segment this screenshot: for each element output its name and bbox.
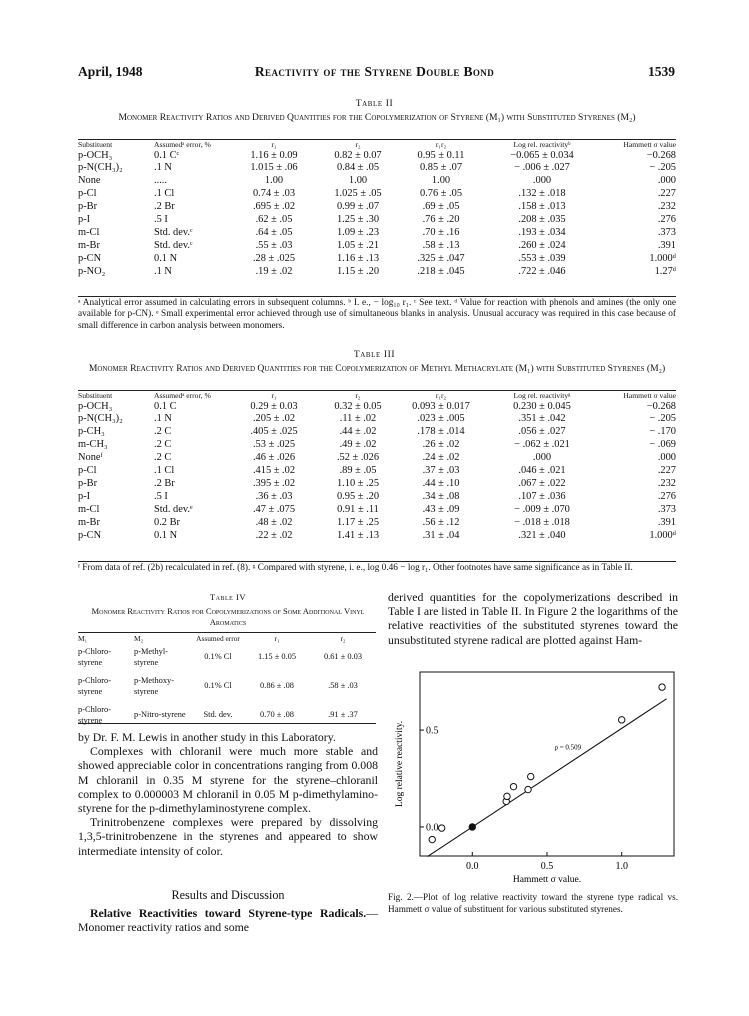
- table3-cell: .43 ± .09: [422, 503, 460, 515]
- table3-cell: .24 ± .02: [422, 452, 460, 464]
- table2-cell: 0.99 ± .07: [336, 201, 380, 213]
- table3-cell: p-CH₃: [78, 426, 105, 438]
- table2-cell: .000: [532, 175, 552, 187]
- table3-row: [78, 452, 676, 465]
- table2-header-cell: Substituent: [78, 140, 113, 149]
- section-heading: Results and Discussion: [171, 888, 285, 902]
- table2-row: [78, 201, 676, 214]
- table4-cell: 0.70 ± .08: [260, 710, 294, 720]
- table4-label: Table IV: [209, 592, 247, 602]
- table4-top-rule: [78, 632, 376, 633]
- table4-cell: p-Methoxy-styrene: [134, 676, 175, 696]
- table2-cell: 1.16 ± .13: [336, 252, 380, 264]
- table2-cell: .1 Cl: [154, 188, 175, 200]
- table3-cell: p-Cl: [78, 465, 97, 477]
- table2-cell: 0.1 Cᶜ: [154, 149, 180, 161]
- table2-cell: −0.268: [646, 149, 676, 161]
- table3-row: [78, 401, 676, 414]
- x-tick-label: 1.0: [615, 861, 628, 872]
- table3-bottom-rule: [78, 561, 676, 562]
- table3-cell: .000: [657, 452, 676, 464]
- table3-cell: .227: [657, 465, 676, 477]
- table2-header-cell: r₁: [271, 140, 277, 149]
- table2-cell: 1.15 ± .20: [336, 265, 380, 277]
- paragraph-results: [78, 906, 378, 934]
- table4-row: [78, 643, 376, 672]
- table3-cell: .31 ± .04: [422, 529, 460, 541]
- table2-cell: .19 ± .02: [255, 265, 293, 277]
- table3-cell: .36 ± .03: [255, 490, 293, 502]
- table2-cell: .58 ± .13: [422, 239, 460, 251]
- table3-cell: .46 ± .026: [252, 452, 296, 464]
- table3-cell: − .062 ± .021: [514, 439, 570, 451]
- table3-cell: 1.17 ± .25: [336, 516, 380, 528]
- table2-cell: .158 ± .013: [518, 201, 566, 213]
- table2-cell: .1 N: [154, 265, 172, 277]
- table3-cell: .276: [657, 490, 676, 502]
- data-point: [510, 783, 516, 789]
- table3-cell: m-Br: [78, 516, 100, 528]
- data-point: [525, 786, 531, 792]
- subsection-heading: Relative Reactivities toward Styrene-type Radicals.: [90, 906, 367, 920]
- running-header-date: April, 1948: [78, 64, 143, 79]
- table3-cell: .2 C: [154, 452, 172, 464]
- table2-cell: 1.09 ± .23: [336, 226, 380, 238]
- table2-cell: m-Cl: [78, 226, 100, 238]
- table2-cell: 1.00: [431, 175, 451, 187]
- table3-cell: .34 ± .08: [422, 490, 460, 502]
- table2-cell: 1.00: [348, 175, 368, 187]
- table4-cell: .58 ± .03: [328, 681, 358, 691]
- table2-cell: .193 ± .034: [518, 226, 566, 238]
- table2-label: Table II: [355, 99, 394, 109]
- left-column-body: [78, 730, 378, 858]
- table3-cell: .11 ± .02: [339, 413, 377, 425]
- table2-row: [78, 162, 676, 175]
- table2-cell: .227: [657, 188, 676, 200]
- table3-cell: 0.2 Br: [154, 516, 180, 528]
- table2-cell: .391: [657, 239, 676, 251]
- table3-cell: − .069: [649, 439, 676, 451]
- table2-row: [78, 227, 676, 240]
- table3-cell: .44 ± .02: [339, 426, 377, 438]
- table3-cell: 1.41 ± .13: [336, 529, 380, 541]
- table4-cell: 0.1% Cl: [204, 681, 232, 691]
- table2-cell: 1.000ᵈ: [649, 252, 676, 264]
- table3-cell: .2 Br: [154, 477, 175, 489]
- table2: [78, 141, 676, 279]
- table3-cell: m-Cl: [78, 503, 100, 515]
- table3-cell: p-N(CH₃)₂: [78, 413, 123, 425]
- table2-cell: .28 ± .025: [252, 252, 296, 264]
- table3-row: [78, 530, 676, 543]
- paragraph-results-text: —Monomer reactivity ratios and some: [78, 906, 378, 935]
- table4-cell: p-Chloro-styrene: [78, 647, 112, 667]
- table3-cell: .107 ± .036: [518, 490, 566, 502]
- table2-cell: p-I: [78, 214, 91, 226]
- table3-cell: .5 I: [154, 490, 168, 502]
- table2-cell: .55 ± .03: [255, 239, 293, 251]
- table2-cell: 1.27ᵈ: [654, 265, 676, 277]
- table3-cell: .1 N: [154, 413, 172, 425]
- data-point: [504, 793, 510, 799]
- x-tick-label: 0.0: [466, 861, 479, 872]
- table2-header-cell: Hammett σ value: [623, 140, 676, 149]
- table4-cell: p-Chloro-styrene: [78, 676, 112, 696]
- table2-cell: 0.1 N: [154, 252, 178, 264]
- table3-row: [78, 504, 676, 517]
- table2-header-cell: Log rel. reactivityᵇ: [513, 140, 571, 149]
- table4-row: [78, 701, 376, 730]
- table3-cell: .232: [657, 477, 676, 489]
- table4-cell: p-Methyl-styrene: [134, 647, 168, 667]
- data-point: [429, 836, 435, 842]
- table2-cell: .695 ± .02: [252, 201, 296, 213]
- table2-cell: .2 Br: [154, 201, 175, 213]
- table2-cell: Std. dev.ᶜ: [154, 226, 193, 238]
- table2-header-cell: r₁r₂: [435, 140, 447, 149]
- data-point: [438, 825, 444, 831]
- table2-cell: Std. dev.ᶜ: [154, 239, 193, 251]
- table2-row: [78, 240, 676, 253]
- table4-header-cell: M₂: [134, 634, 144, 643]
- table2-cell: − .205: [649, 162, 676, 174]
- table3-cell: − .009 ± .070: [514, 503, 570, 515]
- table3-row: [78, 426, 676, 439]
- table3-cell: .37 ± .03: [422, 465, 460, 477]
- table2-cell: 0.85 ± .07: [419, 162, 463, 174]
- data-point: [528, 773, 534, 779]
- table4-cell: p-Nitro-styrene: [134, 710, 186, 720]
- regression-line-group: [427, 699, 666, 857]
- table2-cell: p-Cl: [78, 188, 97, 200]
- table2-cell: .132 ± .018: [518, 188, 566, 200]
- table2-cell: 1.015 ± .06: [250, 162, 298, 174]
- slope-annotation: ρ = 0.509: [554, 743, 582, 752]
- table2-cell: 1.025 ± .05: [334, 188, 382, 200]
- table3-cell: 0.91 ± .11: [337, 503, 379, 515]
- table2-cell: None: [78, 175, 101, 187]
- table2-cell: p-N(CH₃)₂: [78, 162, 123, 174]
- y-tick-label: 0.0: [426, 822, 439, 834]
- table2-cell: .232: [657, 201, 676, 213]
- paragraph-lewis: by Dr. F. M. Lewis in another study in this Laboratory.: [78, 730, 336, 744]
- table4-header-cell: r₁: [274, 634, 280, 643]
- table4-cell: 0.1% Cl: [204, 652, 232, 662]
- table3-cell: .22 ± .02: [255, 529, 293, 541]
- table2-caption: Monomer Reactivity Ratios and Derived Quantities for the Copolymerization of Styrene (M₁) with Substituted Styrenes (M₂): [118, 112, 636, 123]
- table3-header-cell: Log rel. reactivityᵍ: [513, 391, 571, 400]
- table3-cell: .205 ± .02: [252, 413, 296, 425]
- table2-cell: 0.82 ± 0.07: [334, 149, 382, 161]
- table3-cell: .391: [657, 516, 676, 528]
- table3-header-cell: r₂: [355, 391, 361, 400]
- table2-cell: .325 ± .047: [417, 252, 465, 264]
- data-points: [429, 684, 665, 843]
- table2-cell: 0.95 ± 0.11: [417, 149, 465, 161]
- table4-row: [78, 672, 376, 701]
- table2-row: [78, 253, 676, 266]
- table2-cell: 1.16 ± 0.09: [250, 149, 298, 161]
- table3-row: [78, 465, 676, 478]
- table2-cell: .208 ± .035: [518, 214, 566, 226]
- table2-header-row: [78, 141, 676, 150]
- table3-cell: − .018 ± .018: [514, 516, 570, 528]
- x-axis-label: Hammett σ value.: [512, 875, 582, 885]
- table3-header-cell: r₁r₂: [435, 391, 447, 400]
- table2-cell: p-NO₂: [78, 265, 106, 277]
- table3-cell: .000: [532, 452, 552, 464]
- table3-cell: .89 ± .05: [339, 465, 377, 477]
- plot-ticks: [420, 726, 628, 872]
- table3-cell: .178 ± .014: [417, 426, 465, 438]
- table3-cell: .26 ± .02: [422, 439, 460, 451]
- table4-cell: 1.15 ± 0.05: [257, 652, 297, 662]
- table3-cell: .395 ± .02: [252, 477, 296, 489]
- table4-header-row: [78, 634, 376, 643]
- table3-cell: 0.230 ± 0.045: [513, 400, 571, 412]
- table3-cell: .44 ± .10: [422, 477, 460, 489]
- table3-cell: p-OCH₃: [78, 400, 113, 412]
- table3-cell: p-CN: [78, 529, 102, 541]
- table2-row: [78, 150, 676, 163]
- table3-cell: .49 ± .02: [339, 439, 377, 451]
- table4-header-cell: M₁: [78, 634, 88, 643]
- figure-2-scatter-plot: [388, 664, 680, 890]
- table2-cell: .373: [657, 226, 676, 238]
- table4-cell: 0.61 ± 0.03: [323, 652, 363, 662]
- table3-cell: Std. dev.ᵉ: [154, 503, 193, 515]
- x-tick-label: 0.5: [540, 861, 554, 872]
- table3-cell: .046 ± .021: [518, 465, 566, 477]
- y-axis-label: Log relative reactivity.: [395, 720, 405, 808]
- table2-cell: .000: [657, 175, 676, 187]
- table3: [78, 392, 676, 542]
- data-point: [659, 684, 665, 690]
- table2-cell: .62 ± .05: [255, 214, 293, 226]
- table4-cell: p-Chloro-styrene: [78, 705, 112, 725]
- table4-caption: Monomer Reactivity Ratios for Copolymerizations of Some Additional Vinyl Aromatics: [91, 606, 365, 627]
- table3-cell: .53 ± .025: [252, 439, 296, 451]
- table2-cell: 1.25 ± .30: [336, 214, 380, 226]
- table2-cell: p-Br: [78, 201, 98, 213]
- table2-row: [78, 188, 676, 201]
- table3-cell: .48 ± .02: [255, 516, 293, 528]
- table2-cell: m-Br: [78, 239, 100, 251]
- table4-header-cell: Assumed error: [196, 634, 240, 643]
- table4: [78, 634, 376, 730]
- table2-row: [78, 266, 676, 279]
- table4-header-cell: r₂: [340, 634, 346, 643]
- table3-header-cell: Hammett σ value: [623, 391, 676, 400]
- table3-cell: −0.268: [646, 400, 676, 412]
- table2-footnotes: ᵃ Analytical error assumed in calculating errors in subsequent columns. ᵇ I. e., − log₁₀ r₁. ᶜ See text. ᵈ Value for reaction with phenols and amines (the only one available for p-CN). ᵉ Small experimental error achieved through use of simultaneous blanks in analysis. Unusual accuracy was required in this case because of small difference in carbon analysis between monomers.: [78, 298, 676, 331]
- table2-cell: 0.84 ± .05: [336, 162, 380, 174]
- table3-cell: .56 ± .12: [422, 516, 460, 528]
- table2-row: [78, 175, 676, 188]
- table4-cell: Std. dev.: [203, 710, 233, 720]
- table3-header-row: [78, 392, 676, 401]
- table3-cell: Noneᶠ: [78, 452, 103, 464]
- table3-label: Table III: [353, 350, 396, 360]
- plot-labels: [395, 721, 582, 885]
- table3-cell: .067 ± .022: [518, 477, 566, 489]
- table4-bottom-rule: [78, 723, 376, 724]
- table2-cell: p-CN: [78, 252, 102, 264]
- table2-cell: .1 N: [154, 162, 172, 174]
- data-point-filled: [469, 824, 475, 830]
- table3-header-cell: r₁: [271, 391, 277, 400]
- table3-cell: − .205: [649, 413, 676, 425]
- table2-cell: .....: [154, 175, 167, 187]
- table2-cell: .553 ± .039: [518, 252, 566, 264]
- table3-cell: 0.29 ± 0.03: [250, 400, 298, 412]
- table3-cell: .2 C: [154, 426, 172, 438]
- table2-cell: .64 ± .05: [255, 226, 293, 238]
- table3-cell: .023 ± .005: [417, 413, 465, 425]
- y-tick-label: 0.5: [426, 725, 439, 737]
- table3-cell: 1.000ᵈ: [649, 529, 676, 541]
- table2-cell: .5 I: [154, 214, 168, 226]
- table3-cell: p-I: [78, 490, 91, 502]
- plot-frame: [420, 672, 674, 856]
- table2-header-cell: r₂: [355, 140, 361, 149]
- table3-row: [78, 491, 676, 504]
- right-column-body: [388, 590, 678, 647]
- table2-bottom-rule: [78, 296, 676, 297]
- table3-row: [78, 478, 676, 491]
- table3-caption: Monomer Reactivity Ratios and Derived Quantities for the Copolymerization of Methyl Methacrylate (M₁) with Substituted Styrenes (M₂): [88, 363, 666, 374]
- paragraph-derived-quantities: derived quantities for the copolymerizations described in Table I are listed in Table II. In Figure 2 the logarithms of the relative reactivities of the substituted styrenes toward the unsubstituted styrene radical are plotted against Ham-: [388, 590, 678, 647]
- table2-cell: .276: [657, 214, 676, 226]
- table3-footnotes: ᶠ From data of ref. (2b) recalculated in ref. (8). ᵍ Compared with styrene, i. e., log 0.46 − log r₁. Other footnotes have same significance as in Table II.: [78, 563, 633, 573]
- table3-cell: .351 ± .042: [518, 413, 566, 425]
- table3-cell: .1 Cl: [154, 465, 175, 477]
- table3-cell: − .170: [649, 426, 676, 438]
- table3-row: [78, 439, 676, 452]
- table3-cell: .2 C: [154, 439, 172, 451]
- table3-cell: 0.95 ± .20: [336, 490, 380, 502]
- table2-cell: .218 ± .045: [417, 265, 465, 277]
- figure-2-caption: Fig. 2.—Plot of log relative reactivity toward the styrene type radical vs. Hammett σ value of substituent for various substituted styrenes.: [388, 892, 678, 914]
- table2-cell: .76 ± .20: [422, 214, 460, 226]
- table3-cell: 0.1 C: [154, 400, 177, 412]
- table2-cell: .69 ± .05: [422, 201, 460, 213]
- table3-cell: .056 ± .027: [518, 426, 566, 438]
- table3-cell: .321 ± .040: [518, 529, 566, 541]
- table2-header-cell: Assumedᵃ error, %: [154, 140, 211, 149]
- table2-cell: 0.76 ± .05: [419, 188, 463, 200]
- table2-cell: 1.05 ± .21: [336, 239, 380, 251]
- table2-cell: −0.065 ± 0.034: [510, 149, 574, 161]
- table3-row: [78, 413, 676, 426]
- table4-cell: 0.86 ± .08: [260, 681, 294, 691]
- table3-cell: 0.32 ± 0.05: [334, 400, 382, 412]
- table3-cell: p-Br: [78, 477, 98, 489]
- table3-cell: .373: [657, 503, 676, 515]
- running-header-title: Reactivity of the Styrene Double Bond: [254, 64, 495, 79]
- table2-cell: 1.00: [264, 175, 284, 187]
- table4-cell: .91 ± .37: [328, 710, 358, 720]
- table2-cell: p-OCH₃: [78, 149, 113, 161]
- table2-cell: .70 ± .16: [422, 226, 460, 238]
- regression-line: [427, 699, 666, 857]
- table3-cell: m-CH₃: [78, 439, 108, 451]
- table2-row: [78, 214, 676, 227]
- paragraph-trinitrobenzene: Trinitrobenzene complexes were prepared by dissolving 1,3,5-trinitrobenzene in the styrenes and appeared to show intermediate intensity of color.: [78, 815, 378, 858]
- table3-cell: .47 ± .075: [252, 503, 296, 515]
- table3-cell: 0.093 ± 0.017: [412, 400, 470, 412]
- paragraph-chloranil: Complexes with chloranil were much more stable and showed appreciable color in concentrations ranging from 0.008 M chloranil in 0.35 M styrene for the styrene–chloranil complex to 0.000003 M chloranil in 0.05 M p-dimethylamino-styrene for the p-dimethylaminostyrene complex.: [78, 744, 378, 816]
- table2-cell: .722 ± .046: [518, 265, 566, 277]
- table3-cell: .405 ± .025: [250, 426, 298, 438]
- table2-cell: 0.74 ± .03: [252, 188, 296, 200]
- page-number: 1539: [648, 64, 675, 79]
- table3-cell: .415 ± .02: [252, 465, 296, 477]
- table3-row: [78, 517, 676, 530]
- table3-cell: 1.10 ± .25: [336, 477, 380, 489]
- table2-cell: − .006 ± .027: [514, 162, 570, 174]
- table3-header-cell: Assumedᵃ error, %: [154, 391, 211, 400]
- table3-cell: 0.1 N: [154, 529, 178, 541]
- table3-header-cell: Substituent: [78, 391, 113, 400]
- data-point: [619, 717, 625, 723]
- table2-cell: .260 ± .024: [518, 239, 566, 251]
- table3-cell: .52 ± .026: [336, 452, 380, 464]
